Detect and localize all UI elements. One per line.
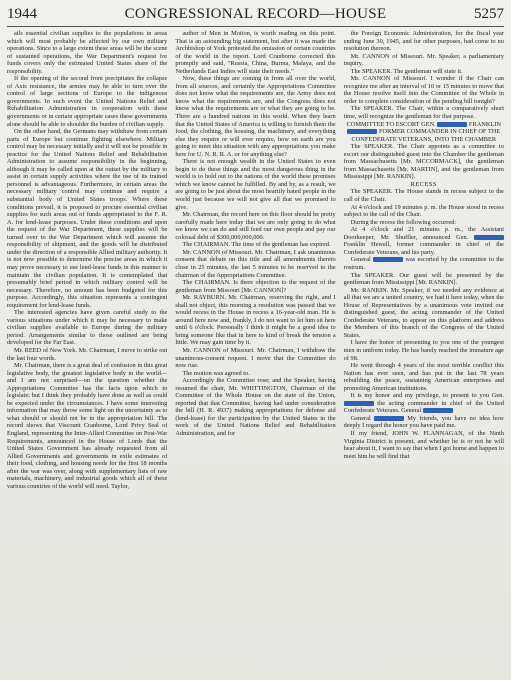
paragraph: Mr. RANKIN. Mr. Speaker, if we needed any evidence at all that we are a united country, we had it here today, when the House of Representatives by a unanimous vote invited our distinguished guest, the acting commander of the United Confederate Veterans, to appear on this platform and address the Members of this branch of the Congress of the United States. <box>343 286 504 339</box>
text-column-right <box>344 30 504 674</box>
paragraph: The motion was agreed to. <box>182 369 250 377</box>
paragraph: The SPEAKER. The House stands in recess subject to the call of the Chair. <box>343 188 504 204</box>
paragraph: The SPEAKER. The Chair appoints as a committee to escort our distinguished guest into the Chamber the gentleman from Massachusetts [Mr. MCCORMACK], the gentleman from Massachusetts [Mr. MARTIN], and the gentleman from Mississippi [Mr. RANKIN]. <box>343 143 504 181</box>
page-header <box>7 6 504 27</box>
paragraph: During the recess the following occurred: <box>350 218 457 226</box>
paragraph: Mr. Chairman, there is a great deal of confusion in this great legislative body, the greatest legislative body in the world—and I am not surprised—on the question whether the Appropriations Committee has the facts upon which to legislate; but I think they probably have done as well as could be expected under the circumstances. I have some interesting information that may throw some light on the uncertainty as to what should or should not be in the appropriation bill. The record shows that Viscount Cranborne, Lord Privy Seal of England, representing the Inter-Allied Committee on Post-War Requirements, announced in the House of Lords that the United States Government has already requested from all Allied Governments and governments in exile estimates of their food, clothing, and housing needs for the first 18 months after the war was over, along with supplementary lists of raw materials, machinery, and industrial goods which all of these various countries of the world will need. Taylor, <box>7 362 168 490</box>
paragraph: He went through 4 years of the most terrible conflict this Nation has ever seen, and has put in the last 78 years rebuilding the peace, sustaining American enterprises and promoting American institutions. <box>343 362 504 392</box>
paragraph: It is my honor and my privilege, to present to you Gen. the acting commander in chief of the United Confederate Veterans. General <box>343 392 504 415</box>
paragraph: The interested agencies have given careful study to the various situations under which it may be necessary to make civilian supplies available to Europe during the military period. Arrangements similar to those outlined are being developed for the Far East. <box>7 309 168 347</box>
paragraph: The CHAIRMAN. The time of the gentleman has expired. <box>182 241 331 249</box>
page-number-right: 5257 <box>474 6 504 22</box>
page-title: CONGRESSIONAL RECORD—HOUSE <box>124 6 387 22</box>
paragraph: The SPEAKER. Our guest will be presented by the gentleman from Mississippi [Mr. RANKIN]. <box>343 271 504 287</box>
paragraph: Mr. CANNON of Missouri. I wonder if the Chair can recognize me after an interval of 10 or 15 minutes to move that the House resolve itself into the Committee of the Whole in order to complete consideration of the pending bill tonight? <box>343 75 504 105</box>
paragraph: The CHAIRMAN. Is there objection to the request of the gentleman from Missouri [Mr. CANNON]? <box>175 279 336 294</box>
redaction-mark <box>344 401 374 406</box>
paragraph: General was escorted by the committee to the rostrum. <box>343 256 504 271</box>
paragraph: ails essential civilian supplies to the populations in areas which will most probably be affected by our own military operations. Since to a large extent these areas will be the scene of sustained operations, the War Department's request for funds covers only the estimated United States share of the responsibility. <box>7 30 168 75</box>
paragraph: Mr. CANNON of Missouri. Mr. Speaker, a parliamentary inquiry. <box>343 52 504 68</box>
redaction-mark <box>437 122 467 127</box>
paragraph: the Foreign Economic Administration, for the fiscal year ending June 30, 1945, and for other purposes, had come to no resolution thereon. <box>343 30 504 53</box>
paragraph: If my friend, JOHN W. FLANNAGAN, of the Ninth Virginia District is present, and whether he is or not he will hear about it, I want to say that when I got home and happen to meet him he will find that <box>343 429 504 460</box>
paragraph: Accordingly the Committee rose; and the Speaker, having resumed the chair, Mr. WHITTINGTON, Chairman of the Committee of the Whole House on the state of the Union, reported that that Committee, having had under consideration the bill (H. R. 4937) making appropriations for defense aid (lend-lease) for the participation by the United States in the work of the United Nations Relief and Rehabilitation Administration, and for <box>175 377 336 437</box>
redaction-mark <box>423 408 453 413</box>
paragraph: Mr. REED of New York. Mr. Chairman, I move to strike out the last four words. <box>7 346 168 362</box>
paragraph: The SPEAKER. The Chair, within a comparatively short time, will recognize the gentleman for that purpose. <box>343 105 504 121</box>
redaction-mark <box>347 129 377 134</box>
paragraph: Now, these things are coming in from all over the world, from all sources, and certainly the Appropriations Committee does not know what the requirements are, the Army does not know what the requirements are, and the Congress does not know what the requirements are or what they are going to be. There are a hundred nations in this world. When they learn that the United States of America is willing to furnish them the food, the clothing, the housing, the machinery, and everything else they require or will ever require, how on earth are you going to meet this situation with any appropriations you make here for U. N. R. R. A. or for anything else? <box>175 75 336 158</box>
paragraph: author of Men in Motion, is worth reading on this point. That is an astounding big statement, but after it was made the Archbishop of York protested the omission of certain countries of the world in the report. Lord Cranborne corrected this promptly and said, "Russia, China, Burma, Malaya, and the Netherlands East Indies will state their needs." <box>175 30 336 75</box>
paragraph: On the other hand, the Germans may withdraw from certain parts of Europe but continue fighting elsewhere. Military control may be necessary initially and it will not be possible in practice for the United Nations Relief and Rehabilitation Administration to assume responsibility in the beginning, although it may be called upon at the outset by the military to assist in certain supply activities where the use of its trained personnel is advantageous. Furthermore, in certain areas the necessary military control may continue and require a substantial body of United States troops. Where these conditions prevail, it is proposed to procure essential civilian supplies for such areas out of funds appropriated to the F. R. A. for lend-lease purposes. Under these conditions and upon the request of the War Department, these supplies will be turned over to the War Department which will assume the responsibility of shipment, and the goods will be distributed under the direction of a responsible Allied military authority. It is not now possible to determine the precise areas in which it may prove necessary to use lend-lease funds in this manner to maintain the civilian population. It is contemplated that presumably brief period in which military control will be necessary. Therefore, no amount has been budgeted for this purpose. Accordingly, this situation represents a contingent requirement for lend-lease funds. <box>7 128 168 309</box>
paragraph: General My friends, you have no idea how deeply I regard the honor you have paid me. <box>343 414 504 430</box>
text-column-middle <box>175 30 335 674</box>
redaction-mark <box>474 235 504 240</box>
page-number-left: 1944 <box>7 6 37 22</box>
paragraph: Mr. CANNON of Missouri. Mr. Chairman, I ask unanimous consent that debate on this title and all amendments thereto close in 25 minutes, the last 5 minutes to be reserved to the chairman of the Appropriations Committee. <box>175 248 336 279</box>
redaction-mark <box>373 257 403 262</box>
paragraph: I have the honor of presenting to you one of the youngest men in uniform today. He has barely reached the immature age of 98. <box>343 339 504 362</box>
paragraph: At 4 o'clock and 19 minutes p. m. the House stood in recess subject to the call of the Chair. <box>343 203 504 219</box>
paragraph: At 4 o'clock and 21 minutes p. m., the Assistant Doorkeeper, Mr. Shuffler, announced Gen. Franklin Hewell, former commander in chief of the Confederate Veterans, and his party. <box>343 226 504 256</box>
paragraph: RECESS <box>410 180 437 188</box>
paragraph: The SPEAKER. The gentleman will state it. <box>350 67 463 75</box>
paragraph: There is not enough wealth in the United States to even begin to do these things and the most dangerous thing in the world is to hold out to the nations of the world these promises which we know cannot be fulfilled. By and by, as a result, we are going to be just about the most heartily hated people in the world just because we will not give all that we promised to give. <box>175 158 336 211</box>
paragraph: Mr. RAYBURN. Mr. Chairman, reserving the right, and I shall not object, this morning a resolution was passed that we would recess in the House in recess a 16-year-old man. He is around here now and, frankly, I do not want to let him sit here until 6 o'clock. Personally I think it might be a good idea to bring someone like that in here to kind of break the tension a little. We may gain time by it. <box>175 294 336 347</box>
paragraph: If the opening of the second front precipitates the collapse of Axis resistance, the armies may be able to turn over the control of large sections of Europe to the indigenous governments. In such event the United Nations Relief and Rehabilitation Administration in cooperation with these governments or in certain appropriate cases these governments alone should be able to shoulder the burden of civilian supply. <box>7 75 168 128</box>
paragraph: COMMITTEE TO ESCORT GEN. FRANKLIN FORMER COMMANDER IN CHIEF OF THE CONFEDERATE VETERANS, INTO THE CHAMBER <box>346 120 502 143</box>
text-column-left <box>7 30 167 674</box>
paragraph: Mr. CANNON of Missouri. Mr. Chairman, I withdraw the unanimous-consent request. I move that the Committee do now rise. <box>175 346 336 370</box>
text-columns <box>7 30 504 674</box>
redaction-mark <box>374 416 404 421</box>
paragraph: Mr. Chairman, the record here on this floor should be pretty carefully made here today that we are only going to do what we know we can do and still feed our own people and pay our colossal debt of $300,000,000,000. <box>175 211 336 241</box>
